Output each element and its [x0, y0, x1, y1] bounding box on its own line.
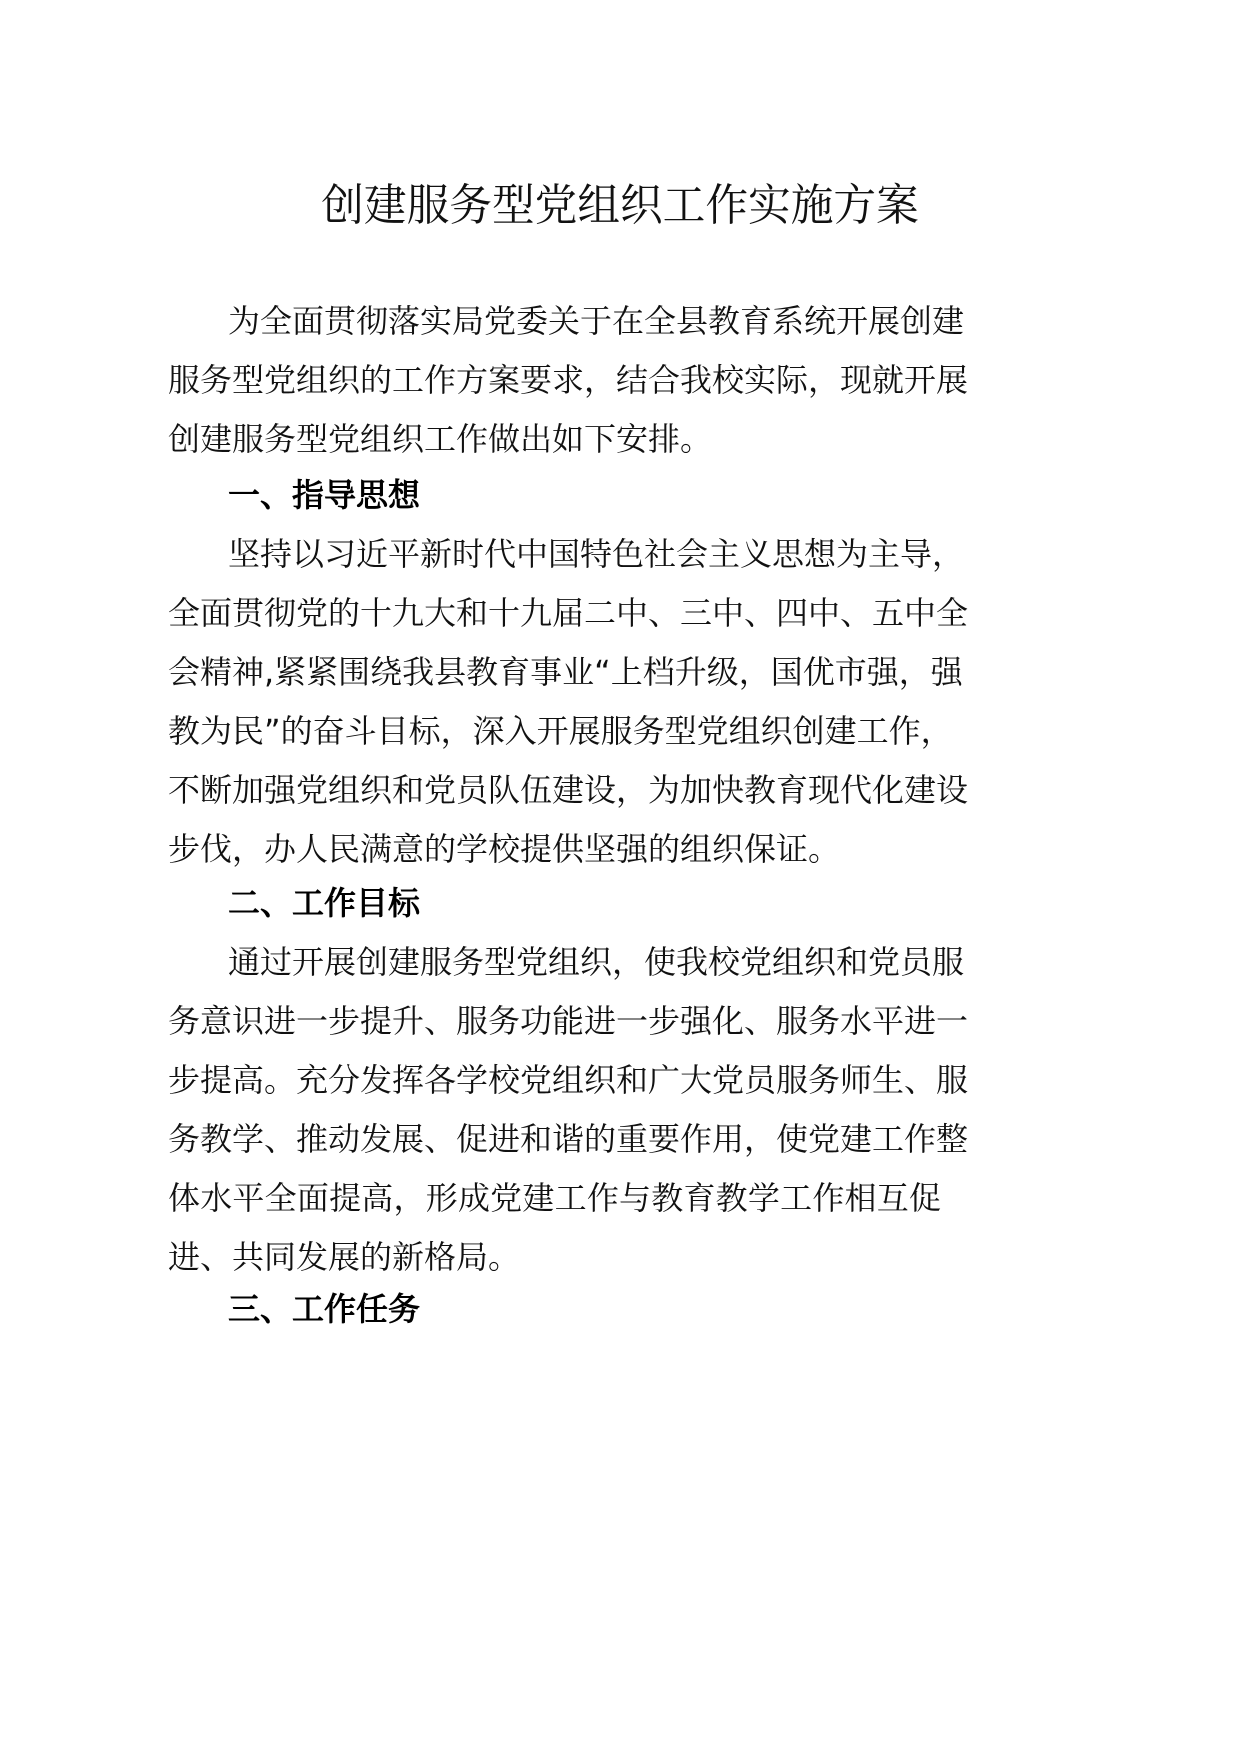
paragraph-line: 进、共同发展的新格局。 — [168, 1238, 521, 1276]
document-title: 创建服务型党组织工作实施方案 — [321, 180, 919, 231]
paragraph-line: 服务型党组织的工作方案要求，结合我校实际，现就开展 — [168, 361, 969, 399]
paragraph-line: 教为民”的奋斗目标，深入开展服务型党组织创建工作， — [168, 712, 953, 750]
paragraph-line: 步提高。充分发挥各学校党组织和广大党员服务师生、服 — [168, 1061, 969, 1099]
section-work-tasks — [168, 1280, 941, 1339]
paragraph-line: 务教学、推动发展、促进和谐的重要作用，使党建工作整 — [168, 1120, 969, 1158]
paragraph-line: 体水平全面提高，形成党建工作与教育教学工作相互促 — [168, 1179, 941, 1217]
paragraph-line: 务意识进一步提升、服务功能进一步强化、服务水平进一 — [168, 1002, 969, 1040]
paragraph-line: 步伐，办人民满意的学校提供坚强的组织保证。 — [168, 830, 841, 868]
intro-paragraph — [168, 292, 969, 469]
section-guiding-ideology — [168, 466, 969, 879]
paragraph-line: 会精神,紧紧围绕我县教育事业“上档升级，国优市强，强 — [168, 653, 963, 691]
section-heading: 二、工作目标 — [228, 884, 421, 922]
paragraph-line: 为全面贯彻落实局党委关于在全县教育系统开展创建 — [228, 302, 965, 340]
section-heading: 三、工作任务 — [228, 1290, 421, 1328]
section-heading: 一、指导思想 — [228, 476, 421, 514]
paragraph-line: 全面贯彻党的十九大和十九届二中、三中、四中、五中全 — [168, 594, 969, 632]
section-work-objectives — [168, 874, 969, 1287]
paragraph-line: 坚持以习近平新时代中国特色社会主义思想为主导， — [228, 535, 965, 573]
paragraph-line: 创建服务型党组织工作做出如下安排。 — [168, 420, 713, 458]
paragraph-line: 通过开展创建服务型党组织，使我校党组织和党员服 — [228, 943, 965, 981]
paragraph-line: 不断加强党组织和党员队伍建设，为加快教育现代化建设 — [168, 771, 969, 809]
